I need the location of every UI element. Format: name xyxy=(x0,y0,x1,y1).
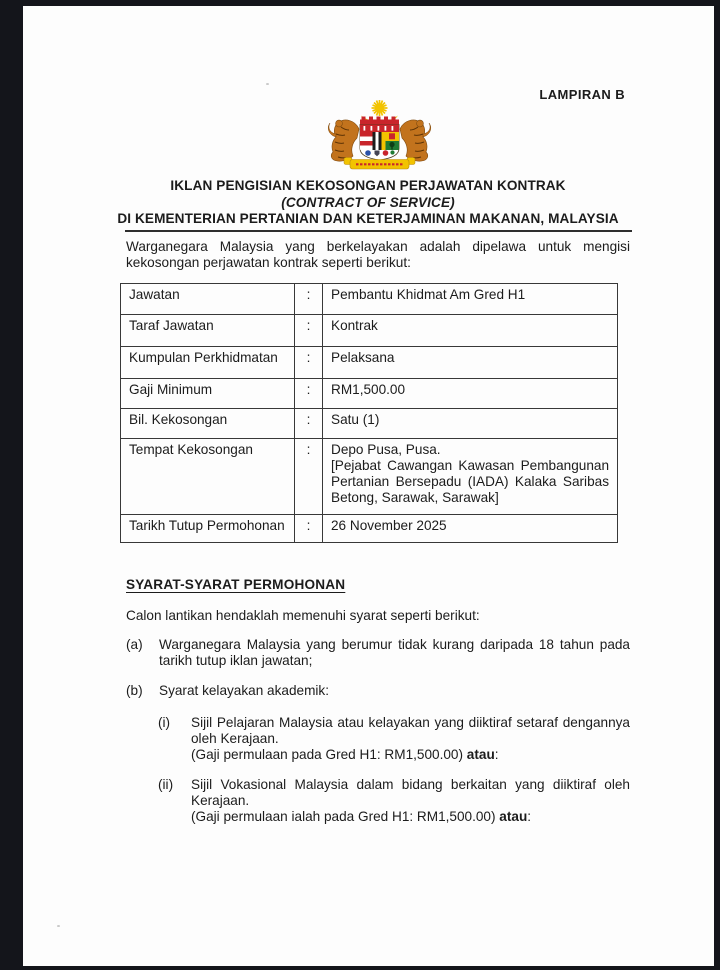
row-colon: : xyxy=(295,409,323,439)
row-label: Taraf Jawatan xyxy=(121,315,295,347)
row-value: Satu (1) xyxy=(323,409,618,439)
title-line-1: IKLAN PENGISIAN KEKOSONGAN PERJAWATAN KONTRAK xyxy=(170,178,566,193)
syarat-intro: Calon lantikan hendaklah memenuhi syarat seperti berikut: xyxy=(126,608,480,623)
item-ii-gaji-line xyxy=(191,809,630,825)
tempat-line-1: Depo Pusa, Pusa. xyxy=(331,442,441,457)
table-row-kumpulan-perkhidmatan xyxy=(121,347,618,379)
title-divider xyxy=(125,230,632,232)
syarat-heading: SYARAT-SYARAT PERMOHONAN xyxy=(126,577,346,592)
row-colon: : xyxy=(295,439,323,515)
item-ii-line-1: Sijil Vokasional Malaysia dalam bidang berkaitan yang diiktiraf oleh xyxy=(191,777,630,792)
row-colon: : xyxy=(295,515,323,543)
item-a-line-1: Warganegara Malaysia yang berumur tidak kurang daripada 18 tahun pada xyxy=(159,637,630,652)
scan-speck xyxy=(266,83,269,85)
vacancy-details-table xyxy=(120,283,618,543)
tempat-line-3: Pertanian Bersepadu (IADA) Kalaka Saribas xyxy=(331,474,609,489)
gaji-prefix: (Gaji permulaan ialah pada Gred H1: RM1,500.00) xyxy=(191,809,500,824)
document-title xyxy=(83,178,653,228)
row-label: Kumpulan Perkhidmatan xyxy=(121,347,295,379)
row-label: Gaji Minimum xyxy=(121,379,295,409)
row-label: Jawatan xyxy=(121,284,295,315)
item-i-gaji-line xyxy=(191,747,630,763)
row-value: 26 November 2025 xyxy=(323,515,618,543)
condition-item-i xyxy=(158,715,630,763)
gaji-suffix: : xyxy=(527,809,532,824)
row-value: RM1,500.00 xyxy=(323,379,618,409)
row-value: Kontrak xyxy=(323,315,618,347)
table-row-tempat-kekosongan xyxy=(121,439,618,515)
row-value: Pembantu Khidmat Am Gred H1 xyxy=(323,284,618,315)
intro-paragraph xyxy=(126,239,630,271)
lampiran-label: LAMPIRAN B xyxy=(539,87,625,102)
item-text xyxy=(191,715,630,763)
table-row-bil-kekosongan xyxy=(121,409,618,439)
gaji-suffix: : xyxy=(494,747,499,762)
item-text xyxy=(191,777,630,825)
gaji-bold-word: atau xyxy=(499,809,528,824)
scan-speck xyxy=(57,925,60,927)
gaji-prefix: (Gaji permulaan pada Gred H1: RM1,500.00) xyxy=(191,747,467,762)
item-i-line-1: Sijil Pelajaran Malaysia atau kelayakan yang diiktiraf setaraf dengannya xyxy=(191,715,630,730)
row-value xyxy=(323,439,618,515)
gaji-bold-word: atau xyxy=(466,747,495,762)
title-line-3: DI KEMENTERIAN PERTANIAN DAN KETERJAMINAN MAKANAN, MALAYSIA xyxy=(117,211,619,226)
item-marker: (ii) xyxy=(158,777,174,792)
row-label: Bil. Kekosongan xyxy=(121,409,295,439)
table-row-jawatan xyxy=(121,284,618,315)
intro-line-2: kekosongan perjawatan kontrak seperti berikut: xyxy=(126,255,411,270)
row-label: Tempat Kekosongan xyxy=(121,439,295,515)
condition-item-a xyxy=(126,637,630,669)
condition-item-b xyxy=(126,683,630,699)
row-colon: : xyxy=(295,315,323,347)
table-row-tarikh-tutup xyxy=(121,515,618,543)
row-colon: : xyxy=(295,379,323,409)
row-colon: : xyxy=(295,284,323,315)
item-i-line-2: oleh Kerajaan. xyxy=(191,731,279,746)
table-row-taraf-jawatan xyxy=(121,315,618,347)
row-label: Tarikh Tutup Permohonan xyxy=(121,515,295,543)
malaysia-coat-of-arms-icon xyxy=(322,97,437,176)
item-marker: (a) xyxy=(126,637,143,652)
tempat-line-4: Betong, Sarawak, Sarawak] xyxy=(331,490,499,505)
scroll-banner xyxy=(344,158,415,170)
table-row-gaji-minimum xyxy=(121,379,618,409)
item-a-line-2: tarikh tutup iklan jawatan; xyxy=(159,653,313,668)
tempat-line-2: [Pejabat Cawangan Kawasan Pembangunan xyxy=(331,458,609,473)
item-ii-line-2: Kerajaan. xyxy=(191,793,250,808)
item-marker: (i) xyxy=(158,715,171,730)
item-marker: (b) xyxy=(126,683,143,698)
intro-line-1: Warganegara Malaysia yang berkelayakan adalah dipelawa untuk mengisi xyxy=(126,239,630,254)
row-colon: : xyxy=(295,347,323,379)
item-text: Syarat kelayakan akademik: xyxy=(159,683,330,698)
item-text xyxy=(159,637,630,669)
title-line-2: (CONTRACT OF SERVICE) xyxy=(281,194,455,210)
row-value: Pelaksana xyxy=(323,347,618,379)
condition-item-ii xyxy=(158,777,630,825)
scanned-document-page xyxy=(23,6,714,966)
